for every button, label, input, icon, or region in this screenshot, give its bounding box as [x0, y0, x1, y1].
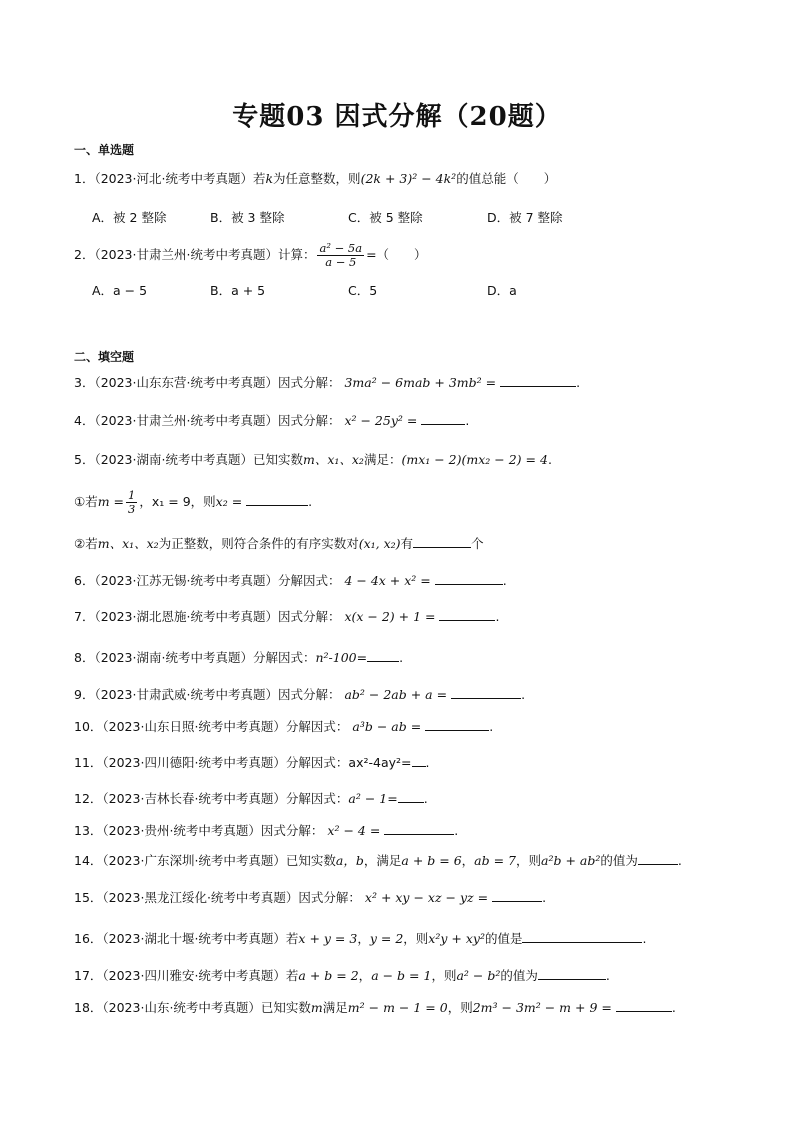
answer-blank[interactable]: [425, 718, 489, 731]
question-text: .: [642, 931, 647, 946]
math-expression: x + y = 3: [298, 931, 358, 946]
question-text: 9．（2023·甘肃武威·统考中考真题）因式分解：: [74, 687, 341, 702]
math-expression: x²y + xy²: [428, 931, 485, 946]
option-b: B．被 3 整除: [210, 210, 285, 225]
option-b: B．a + 5: [210, 283, 266, 298]
answer-blank[interactable]: [384, 822, 454, 835]
math-expression: a² − b²: [456, 968, 501, 983]
answer-blank[interactable]: [616, 999, 672, 1012]
answer-blank[interactable]: [439, 608, 495, 621]
question-text: 10．（2023·山东日照·统考中考真题）分解因式：: [74, 719, 349, 734]
question-text: ②若: [74, 536, 98, 551]
question-6: [74, 572, 507, 590]
math-expression: 4 − 4x + x² =: [344, 573, 431, 588]
math-vars: a，b: [335, 853, 364, 868]
math-vars: m、x₁、x₂: [97, 536, 159, 551]
question-text: 13．（2023·贵州·统考中考真题）因式分解：: [74, 823, 324, 838]
question-text: ①若: [74, 494, 98, 509]
question-text: 14．（2023·广东深圳·统考中考真题）已知实数: [74, 853, 336, 868]
question-2: [74, 240, 427, 270]
question-text: .: [605, 968, 610, 983]
fraction: [317, 242, 364, 269]
question-text: =（ ）: [366, 247, 427, 262]
math-expression: a² − 1=: [348, 791, 398, 806]
math-expression: ax²-4ay²=: [348, 755, 412, 770]
option-c: C．被 5 整除: [348, 210, 423, 225]
math-expression: a + b = 2: [298, 968, 359, 983]
question-text: ，x₁ = 9，则: [139, 494, 216, 509]
question-9: [74, 686, 525, 704]
question-text: .: [542, 890, 547, 905]
question-text: ，满足: [363, 853, 402, 868]
question-text: .: [425, 755, 430, 770]
answer-blank[interactable]: [435, 572, 503, 585]
math-expression: ab² − 2ab + a =: [344, 687, 448, 702]
question-7: [74, 608, 499, 626]
fraction-numerator: a² − 5a: [319, 241, 363, 255]
question-text: ，则: [403, 931, 429, 946]
option-d: D．被 7 整除: [487, 210, 563, 225]
fraction-denominator: 3: [128, 502, 136, 516]
answer-blank[interactable]: [500, 374, 576, 387]
question-text: 为正整数，则符合条件的有序实数对: [158, 536, 359, 551]
question-text: 15．（2023·黑龙江绥化·统考中考真题）因式分解：: [74, 890, 361, 905]
question-5: [74, 451, 552, 469]
question-text: 1．（2023·河北·统考中考真题）若: [74, 171, 266, 186]
question-text: 满足: [322, 1000, 348, 1015]
math-var: m: [310, 1000, 323, 1015]
math-expression: n²-100=: [315, 650, 368, 665]
question-text: 为任意整数，则: [273, 171, 361, 186]
math-expression: 2m³ − 3m² − m + 9 =: [472, 1000, 612, 1015]
question-12: [74, 790, 428, 808]
math-expression: 3ma² − 6mab + 3mb² =: [344, 375, 497, 390]
question-11: [74, 754, 429, 772]
answer-blank[interactable]: [413, 535, 471, 548]
option-d: D．a: [487, 283, 517, 298]
question-text: 11．（2023·四川德阳·统考中考真题）分解因式：: [74, 755, 349, 770]
math-var: m =: [97, 494, 125, 509]
fraction-denominator: a − 5: [325, 255, 357, 269]
question-text: 有: [400, 536, 414, 551]
page-title: 专题03 因式分解（20题）: [232, 102, 562, 132]
question-text: 12．（2023·吉林长春·统考中考真题）分解因式：: [74, 791, 349, 806]
question-13: [74, 822, 458, 840]
question-text: .: [399, 650, 404, 665]
question-1: [74, 170, 556, 188]
math-expression: x² + xy − xz − yz =: [364, 890, 489, 905]
question-text: 的值为: [500, 968, 538, 983]
question-text: .: [547, 452, 552, 467]
question-14: [74, 852, 682, 870]
section-heading-fill-blank: 二、填空题: [74, 350, 135, 364]
answer-blank[interactable]: [538, 967, 606, 980]
math-var: k: [265, 171, 274, 186]
question-15: [74, 889, 546, 907]
math-expression: x² − 4 =: [327, 823, 381, 838]
question-text: 5．（2023·湖南·统考中考真题）已知实数: [74, 452, 303, 467]
question-text: ，: [357, 931, 370, 946]
math-expression: y = 2: [369, 931, 404, 946]
question-text: .: [502, 573, 507, 588]
answer-blank[interactable]: [638, 852, 678, 865]
math-expression: a + b = 6: [401, 853, 462, 868]
question-text: .: [495, 609, 500, 624]
math-expression: (x₁, x₂): [358, 536, 401, 551]
math-expression: x(x − 2) + 1 =: [344, 609, 436, 624]
option-a: A．被 2 整除: [92, 210, 167, 225]
answer-blank[interactable]: [451, 686, 521, 699]
question-text: ，则: [516, 853, 542, 868]
question-text: .: [671, 1000, 676, 1015]
answer-blank[interactable]: [367, 649, 399, 662]
question-text: ，: [461, 853, 475, 868]
answer-blank[interactable]: [421, 412, 465, 425]
answer-blank[interactable]: [246, 493, 308, 506]
question-text: ，: [358, 968, 372, 983]
question-18: [74, 999, 676, 1017]
question-text: 18．（2023·山东·统考中考真题）已知实数: [74, 1000, 311, 1015]
question-text: .: [465, 413, 470, 428]
question-text: .: [677, 853, 682, 868]
question-text: 16．（2023·湖北十堰·统考中考真题）若: [74, 931, 299, 946]
question-text: .: [489, 719, 494, 734]
question-16: [74, 930, 646, 948]
option-c: C．5: [348, 283, 378, 298]
question-text: .: [454, 823, 459, 838]
question-text: 的值是: [484, 931, 523, 946]
fraction-numerator: 1: [128, 488, 136, 502]
question-text: 17．（2023·四川雅安·统考中考真题）若: [74, 968, 299, 983]
question-text: .: [423, 791, 428, 806]
question-text: 个: [471, 536, 484, 551]
question-5-part-2: [74, 535, 484, 553]
answer-blank[interactable]: [522, 930, 642, 943]
question-text: 2．（2023·甘肃兰州·统考中考真题）计算：: [74, 247, 316, 262]
question-text: 7．（2023·湖北恩施·统考中考真题）因式分解：: [74, 609, 341, 624]
answer-blank[interactable]: [412, 754, 426, 767]
section-heading-single-choice: 一、单选题: [74, 143, 135, 157]
question-10: [74, 718, 493, 736]
option-a: A．a − 5: [92, 283, 148, 298]
question-5-part-1: [74, 487, 312, 517]
math-expression: ab = 7: [474, 853, 516, 868]
question-text: 6．（2023·江苏无锡·统考中考真题）分解因式：: [74, 573, 341, 588]
math-expression: m² − m − 1 = 0: [347, 1000, 448, 1015]
answer-blank[interactable]: [492, 889, 542, 902]
question-8: [74, 649, 403, 667]
math-expression: (2k + 3)² − 4k²: [360, 171, 457, 186]
question-text: 8．（2023·湖南·统考中考真题）分解因式：: [74, 650, 316, 665]
question-text: 4．（2023·甘肃兰州·统考中考真题）因式分解：: [74, 413, 341, 428]
question-3: [74, 374, 580, 392]
question-text: ，则: [431, 968, 457, 983]
question-text: .: [576, 375, 581, 390]
question-text: 的值总能（ ）: [456, 171, 557, 186]
math-expression: a²b + ab²: [541, 853, 601, 868]
question-text: ，则: [447, 1000, 473, 1015]
answer-blank[interactable]: [398, 790, 424, 803]
fraction: [126, 489, 137, 516]
question-text: .: [308, 494, 313, 509]
question-text: 的值为: [600, 853, 638, 868]
math-expression: (mx₁ − 2)(mx₂ − 2) = 4: [401, 452, 548, 467]
question-17: [74, 967, 610, 985]
math-expression: a³b − ab =: [352, 719, 422, 734]
question-text: 3．（2023·山东东营·统考中考真题）因式分解：: [74, 375, 341, 390]
question-text: .: [521, 687, 526, 702]
question-text: 满足：: [363, 452, 402, 467]
question-4: [74, 412, 469, 430]
math-expression: a − b = 1: [371, 968, 432, 983]
math-var: x₂ =: [215, 494, 243, 509]
math-vars: m、x₁、x₂: [302, 452, 364, 467]
math-expression: x² − 25y² =: [344, 413, 418, 428]
